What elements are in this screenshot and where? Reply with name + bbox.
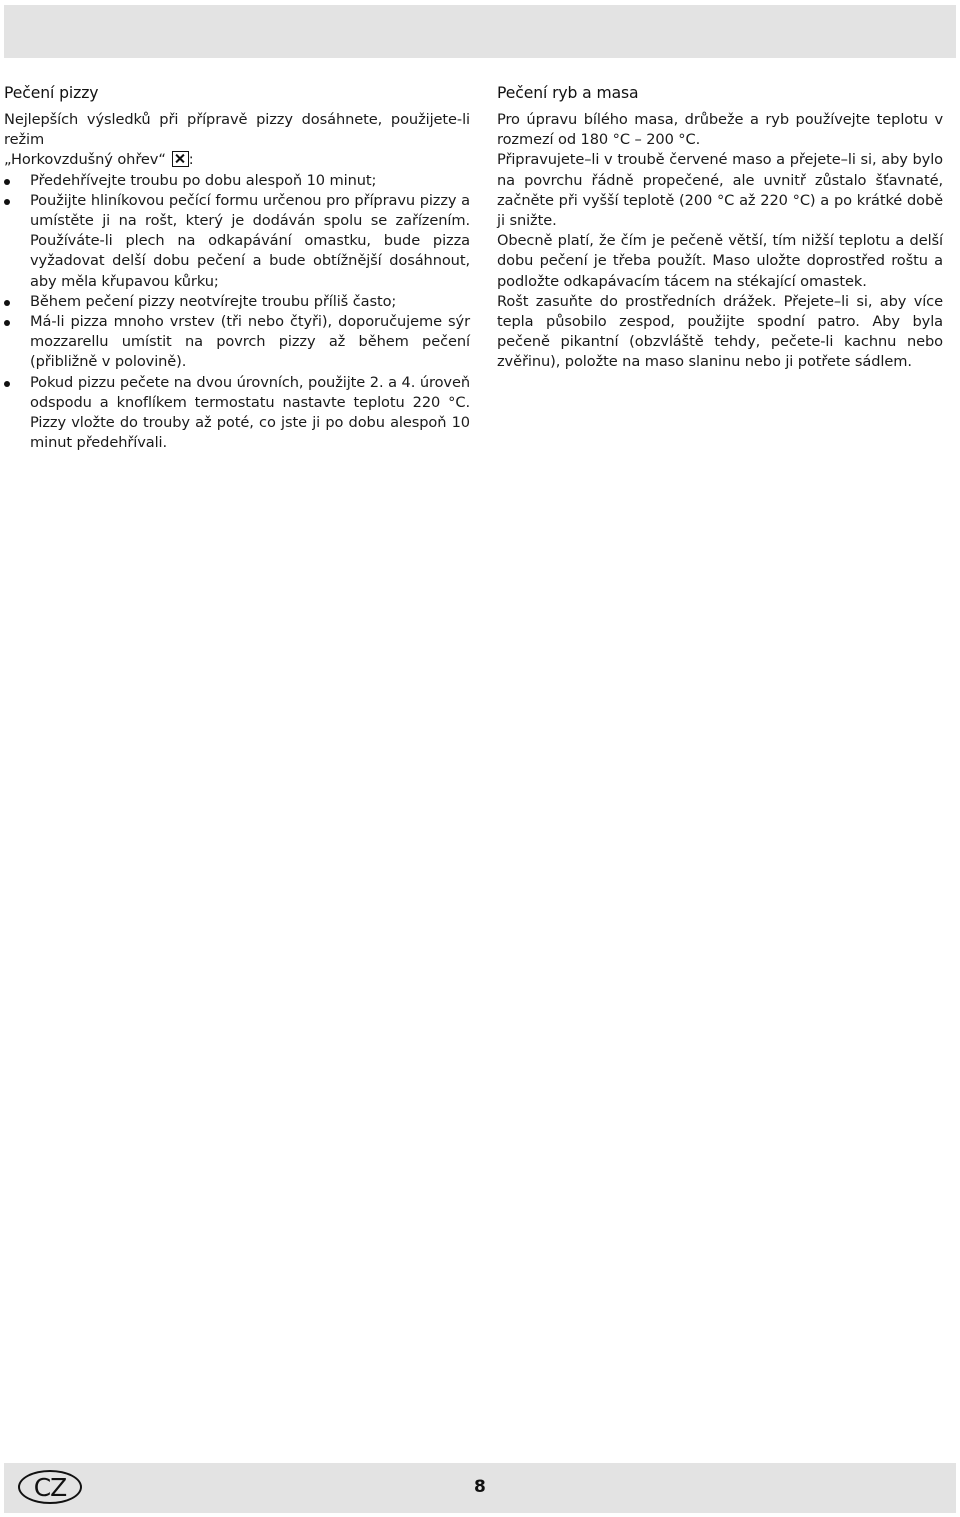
fish-meat-paragraph: Rošt zasuňte do prostředních drážek. Přejete–li si, aby více tepla působilo zespod, použijte spodní patro. Aby byla pečeně pikantní (obzvláště tehdy, pečete-li kachnu nebo zvěřinu), položte na maso slaninu nebo ji potřete sádlem. [497,292,943,371]
header-band [4,5,956,58]
mode-name: „Horkovzdušný ohřev“ [4,151,166,169]
pizza-tip: Předehřívejte troubu po dobu alespoň 10 minut; [4,171,470,191]
fish-meat-paragraph: Pro úpravu bílého masa, drůbeže a ryb používejte teplotu v rozmezí od 180 °C – 200 °C. [497,111,943,149]
pizza-tips-list [4,171,470,454]
mode-line [4,150,470,170]
pizza-section [4,83,470,453]
pizza-tip: Má-li pizza mnoho vrstev (tři nebo čtyři), doporučujeme sýr mozzarellu umístit na povrch pizzy až během pečení (přibližně v polovině). [4,312,470,373]
pizza-heading: Pečení pizzy [4,84,99,102]
pizza-intro-text: Nejlepších výsledků při přípravě pizzy dosáhnete, použijete-li režim [4,111,470,149]
pizza-tip: Pokud pizzu pečete na dvou úrovních, použijte 2. a 4. úroveň odspodu a knoflíkem termostatu nastavte teplotu 220 °C. Pizzy vložte do trouby až poté, co jste ji po dobu alespoň 10 minut předehřívali. [4,373,470,454]
fish-meat-paragraph: Připravujete–li v troubě červené maso a přejete–li si, aby bylo na povrchu řádně propečené, ale uvnitř zůstalo šťavnaté, začněte při vyšší teplotě (200 °C až 220 °C) a po krátké době ji snižte. [497,151,943,230]
pizza-intro [4,110,470,171]
fan-heating-icon [172,151,189,167]
fish-meat-section [497,83,943,373]
pizza-tip: Během pečení pizzy neotvírejte troubu příliš často; [4,292,470,312]
language-badge: CZ [18,1470,82,1504]
page-number: 8 [474,1477,486,1497]
mode-suffix: : [188,151,194,169]
fish-meat-heading: Pečení ryb a masa [497,84,639,102]
footer-band [4,1463,956,1513]
fish-meat-paragraph: Obecně platí, že čím je pečeně větší, tím nižší teplotu a delší dobu pečení je třeba použít. Maso uložte doprostřed roštu a podložte odkapávacím tácem na stékající omastek. [497,232,943,290]
pizza-tip: Použijte hliníkovou pečící formu určenou pro přípravu pizzy a umístěte ji na rošt, který je dodáván spolu se zařízením. Používáte-li plech na odkapávání omastku, bude pizza vyžadovat delší dobu pečení a bude obtížnější dosáhnout, aby měla křupavou kůrku; [4,191,470,292]
